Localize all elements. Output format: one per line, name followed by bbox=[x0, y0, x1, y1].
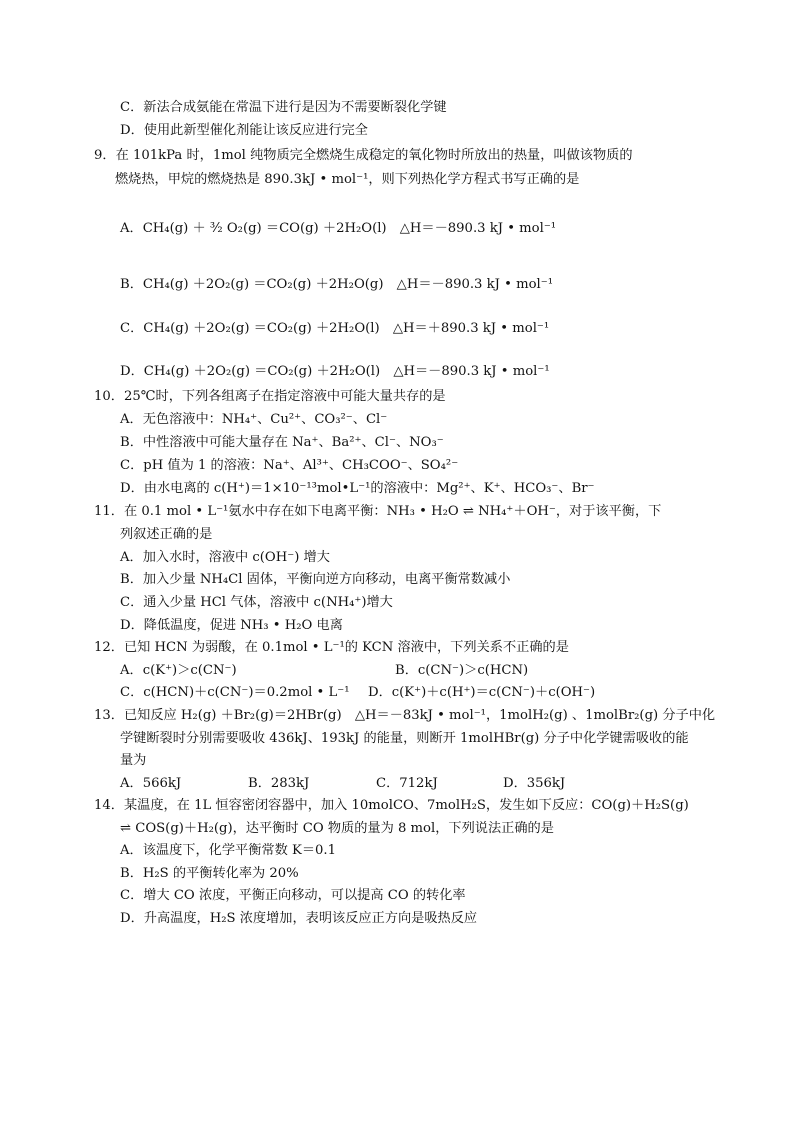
q14-option-a: A．该温度下，化学平衡常数 K＝0.1 bbox=[120, 843, 336, 858]
q14-stem-line1: 14．某温度，在 1L 恒容密闭容器中，加入 10molCO、7molH₂S，发生如下反应：CO(g)＋H₂S(g) bbox=[94, 798, 689, 813]
q11-option-a: A．加入水时，溶液中 c(OH⁻) 增大 bbox=[120, 550, 330, 565]
q12-option-b: B．c(CN⁻)＞c(HCN) bbox=[395, 663, 529, 678]
q11-option-c: C．通入少量 HCl 气体，溶液中 c(NH₄⁺)增大 bbox=[120, 595, 393, 610]
q9-option-c: C．CH₄(g) ＋2O₂(g) ＝CO₂(g) ＋2H₂O(l) △H＝＋890.3 kJ • mol⁻¹ bbox=[120, 321, 550, 336]
q10-option-b: B．中性溶液中可能大量存在 Na⁺、Ba²⁺、Cl⁻、NO₃⁻ bbox=[120, 435, 444, 450]
q10-stem: 10．25℃时，下列各组离子在指定溶液中可能大量共存的是 bbox=[94, 389, 446, 404]
q10-option-a: A．无色溶液中：NH₄⁺、Cu²⁺、CO₃²⁻、Cl⁻ bbox=[120, 412, 388, 427]
q11-option-b: B．加入少量 NH₄Cl 固体，平衡向逆方向移动，电离平衡常数减小 bbox=[120, 572, 511, 587]
q13-option-b: B．283kJ bbox=[248, 776, 310, 791]
q12-option-a: A．c(K⁺)＞c(CN⁻) bbox=[120, 663, 237, 678]
q11-stem-line2: 列叙述正确的是 bbox=[120, 527, 213, 542]
q8-option-c: C．新法合成氨能在常温下进行是因为不需要断裂化学键 bbox=[120, 100, 447, 115]
q9-option-d: D．CH₄(g) ＋2O₂(g) ＝CO₂(g) ＋2H₂O(l) △H＝－890.3 kJ • mol⁻¹ bbox=[120, 364, 550, 379]
q13-option-a: A．566kJ bbox=[120, 776, 182, 791]
q10-option-c: C．pH 值为 1 的溶液：Na⁺、Al³⁺、CH₃COO⁻、SO₄²⁻ bbox=[120, 458, 459, 473]
q13-option-c: C．712kJ bbox=[376, 776, 438, 791]
q14-option-c: C．增大 CO 浓度，平衡正向移动，可以提高 CO 的转化率 bbox=[120, 888, 466, 903]
q14-option-d: D．升高温度，H₂S 浓度增加，表明该反应正方向是吸热反应 bbox=[120, 911, 478, 926]
q11-stem-line1: 11．在 0.1 mol • L⁻¹氨水中存在如下电离平衡：NH₃ • H₂O ⇌ NH₄⁺＋OH⁻，对于该平衡，下 bbox=[94, 504, 662, 519]
q9-option-a: A．CH₄(g) ＋ ³⁄₂ O₂(g) ＝CO(g) ＋2H₂O(l) △H＝－890.3 kJ • mol⁻¹ bbox=[120, 221, 557, 236]
q8-option-d: D．使用此新型催化剂能让该反应进行完全 bbox=[120, 123, 368, 138]
q9-option-b: B．CH₄(g) ＋2O₂(g) ＝CO₂(g) ＋2H₂O(g) △H＝－890.3 kJ • mol⁻¹ bbox=[120, 277, 553, 292]
q9-stem-line1: 9．在 101kPa 时，1mol 纯物质完全燃烧生成稳定的氧化物时所放出的热量，叫做该物质的 bbox=[94, 148, 633, 163]
q13-stem-line3: 量为 bbox=[120, 753, 147, 768]
q14-option-b: B．H₂S 的平衡转化率为 20% bbox=[120, 866, 299, 881]
q9-stem-line2: 燃烧热，甲烷的燃烧热是 890.3kJ • mol⁻¹，则下列热化学方程式书写正确的是 bbox=[115, 172, 580, 187]
q10-option-d: D．由水电离的 c(H⁺)＝1×10⁻¹³mol•L⁻¹的溶液中：Mg²⁺、K⁺、HCO₃⁻、Br⁻ bbox=[120, 481, 595, 496]
q12-stem: 12．已知 HCN 为弱酸，在 0.1mol • L⁻¹的 KCN 溶液中，下列关系不正确的是 bbox=[94, 640, 569, 655]
q12-option-d: D．c(K⁺)＋c(H⁺)＝c(CN⁻)＋c(OH⁻) bbox=[368, 685, 596, 700]
q12-option-c: C．c(HCN)＋c(CN⁻)＝0.2mol • L⁻¹ bbox=[120, 685, 350, 700]
q13-option-d: D．356kJ bbox=[503, 776, 566, 791]
q13-stem-line1: 13．已知反应 H₂(g) ＋Br₂(g)＝2HBr(g) △H＝－83kJ • mol⁻¹，1molH₂(g) 、1molBr₂(g) 分子中化 bbox=[94, 708, 716, 723]
q13-stem-line2: 学键断裂时分别需要吸收 436kJ、193kJ 的能量，则断开 1molHBr(g) 分子中化学键需吸收的能 bbox=[120, 731, 689, 746]
q11-option-d: D．降低温度，促进 NH₃ • H₂O 电离 bbox=[120, 618, 343, 633]
q14-stem-line2: ⇌ COS(g)＋H₂(g)，达平衡时 CO 物质的量为 8 mol，下列说法正确的是 bbox=[120, 821, 554, 836]
